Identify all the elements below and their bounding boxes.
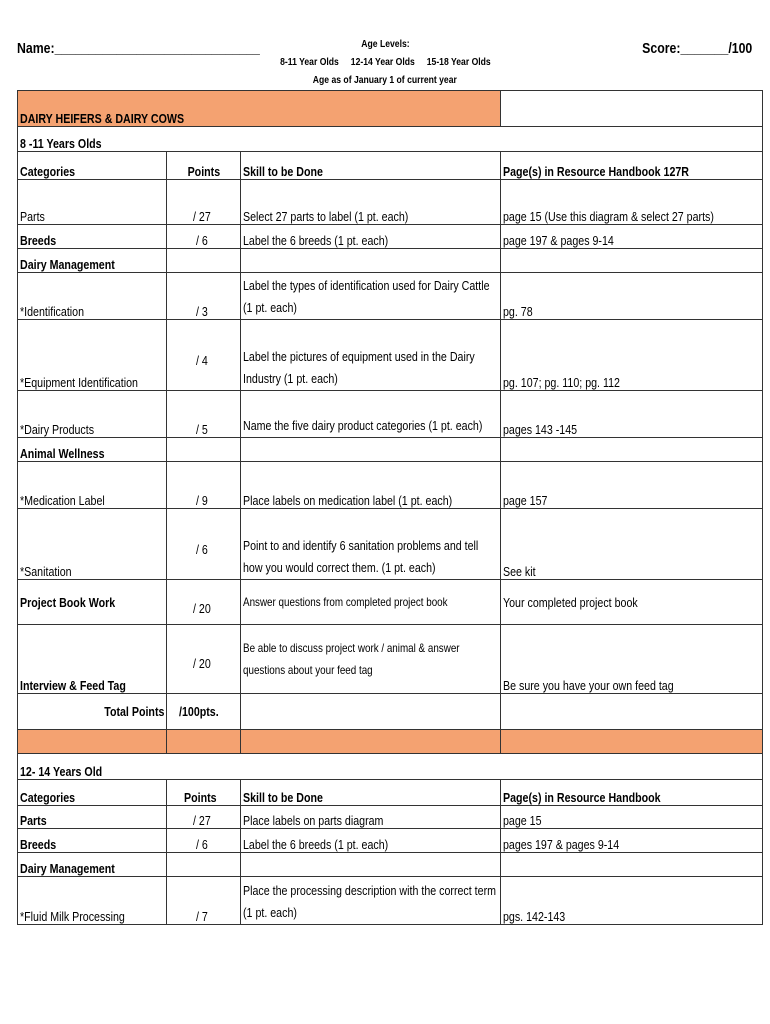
table-row: [18, 853, 763, 877]
skill-cell: Select 27 parts to label (1 pt. each): [241, 180, 501, 225]
table-row: [18, 391, 763, 438]
table-row: [18, 273, 763, 320]
skill-cell: Label the pictures of equipment used in the Dairy Industry (1 pt. each): [241, 320, 501, 391]
total-row: [18, 694, 763, 730]
skill-cell: [241, 438, 501, 462]
divider-cell: [167, 730, 241, 754]
table-row: [18, 806, 763, 829]
category-cell: *Identification: [18, 273, 167, 320]
category-cell: *Sanitation: [18, 509, 167, 580]
total-value: /100pts.: [167, 694, 241, 730]
points-cell: / 6: [167, 829, 241, 853]
divider-cell: [18, 730, 167, 754]
col-skill: Skill to be Done: [241, 152, 501, 180]
category-cell: *Fluid Milk Processing: [18, 877, 167, 925]
category-cell: Dairy Management: [18, 249, 167, 273]
pages-cell: page 15: [501, 806, 763, 829]
skill-cell: Label the 6 breeds (1 pt. each): [241, 829, 501, 853]
col-categories: Categories: [18, 152, 167, 180]
score-field-label: Score:_______/100: [641, 40, 752, 57]
table-row: [18, 438, 763, 462]
skill-cell: Label the types of identification used for Dairy Cattle (1 pt. each): [241, 273, 501, 320]
page-title: DAIRY HEIFERS & DAIRY COWS: [18, 91, 501, 127]
table-row: [18, 829, 763, 853]
skill-cell: Answer questions from completed project book: [241, 580, 501, 625]
pages-cell: page 197 & pages 9-14: [501, 225, 763, 249]
empty-cell: [241, 694, 501, 730]
category-cell: Parts: [18, 180, 167, 225]
points-cell: [167, 438, 241, 462]
total-label: Total Points: [18, 694, 167, 730]
table-row: [18, 180, 763, 225]
empty-cell: [501, 91, 763, 127]
points-cell: / 6: [167, 509, 241, 580]
category-cell: *Medication Label: [18, 462, 167, 509]
points-cell: / 5: [167, 391, 241, 438]
section-heading-row: [18, 754, 763, 780]
divider-cell: [241, 730, 501, 754]
section2-heading: 12- 14 Years Old: [18, 754, 763, 780]
points-cell: / 9: [167, 462, 241, 509]
skill-cell: Place the processing description with the correct term (1 pt. each): [241, 877, 501, 925]
col-points: Points: [167, 780, 241, 806]
pages-cell: Be sure you have your own feed tag: [501, 625, 763, 694]
points-cell: / 20: [167, 580, 241, 625]
points-cell: [167, 249, 241, 273]
category-cell: Breeds: [18, 225, 167, 249]
pages-cell: Your completed project book: [501, 580, 763, 625]
name-field-label: Name:______________________________: [17, 40, 260, 57]
empty-cell: [501, 694, 763, 730]
skill-cell: Name the five dairy product categories (1 pt. each): [241, 391, 501, 438]
title-row: [18, 91, 763, 127]
age-note: Age as of January 1 of current year: [312, 74, 458, 86]
points-cell: [167, 853, 241, 877]
category-cell: Project Book Work: [18, 580, 167, 625]
skill-cell: Point to and identify 6 sanitation problems and tell how you would correct them. (1 pt. each): [241, 509, 501, 580]
col-categories: Categories: [18, 780, 167, 806]
points-cell: / 4: [167, 320, 241, 391]
skill-cell: Place labels on medication label (1 pt. each): [241, 462, 501, 509]
column-header-row: [18, 780, 763, 806]
pages-cell: pages 197 & pages 9-14: [501, 829, 763, 853]
table-row: [18, 462, 763, 509]
age-levels-title: Age Levels:: [360, 38, 410, 50]
divider-row: [18, 730, 763, 754]
points-cell: / 27: [167, 806, 241, 829]
divider-cell: [501, 730, 763, 754]
skill-cell: [241, 249, 501, 273]
category-cell: *Dairy Products: [18, 391, 167, 438]
category-cell: Dairy Management: [18, 853, 167, 877]
col-skill: Skill to be Done: [241, 780, 501, 806]
section-heading-row: [18, 127, 763, 152]
pages-cell: page 157: [501, 462, 763, 509]
age-levels-groups: 8-11 Year Olds 12-14 Year Olds 15-18 Year Olds: [279, 56, 491, 68]
category-cell: Breeds: [18, 829, 167, 853]
table-row: [18, 625, 763, 694]
points-cell: / 6: [167, 225, 241, 249]
skill-cell: Be able to discuss project work / animal & answer questions about your feed tag: [241, 625, 501, 694]
table-row: [18, 509, 763, 580]
section1-heading: 8 -11 Years Olds: [18, 127, 763, 152]
pages-cell: pg. 107; pg. 110; pg. 112: [501, 320, 763, 391]
pages-cell: [501, 438, 763, 462]
points-cell: / 20: [167, 625, 241, 694]
scoring-table: [17, 90, 763, 925]
points-cell: / 27: [167, 180, 241, 225]
pages-cell: [501, 249, 763, 273]
category-cell: Interview & Feed Tag: [18, 625, 167, 694]
category-cell: Animal Wellness: [18, 438, 167, 462]
skill-cell: Label the 6 breeds (1 pt. each): [241, 225, 501, 249]
table-row: [18, 249, 763, 273]
col-pages: Page(s) in Resource Handbook 127R: [501, 152, 763, 180]
pages-cell: pages 143 -145: [501, 391, 763, 438]
table-row: [18, 580, 763, 625]
pages-cell: page 15 (Use this diagram & select 27 parts): [501, 180, 763, 225]
skill-cell: [241, 853, 501, 877]
table-row: [18, 225, 763, 249]
category-cell: Parts: [18, 806, 167, 829]
points-cell: / 7: [167, 877, 241, 925]
pages-cell: [501, 853, 763, 877]
col-points: Points: [167, 152, 241, 180]
pages-cell: See kit: [501, 509, 763, 580]
pages-cell: pg. 78: [501, 273, 763, 320]
category-cell: *Equipment Identification: [18, 320, 167, 391]
table-row: [18, 320, 763, 391]
col-pages: Page(s) in Resource Handbook: [501, 780, 763, 806]
table-row: [18, 877, 763, 925]
points-cell: / 3: [167, 273, 241, 320]
skill-cell: Place labels on parts diagram: [241, 806, 501, 829]
pages-cell: pgs. 142-143: [501, 877, 763, 925]
column-header-row: [18, 152, 763, 180]
